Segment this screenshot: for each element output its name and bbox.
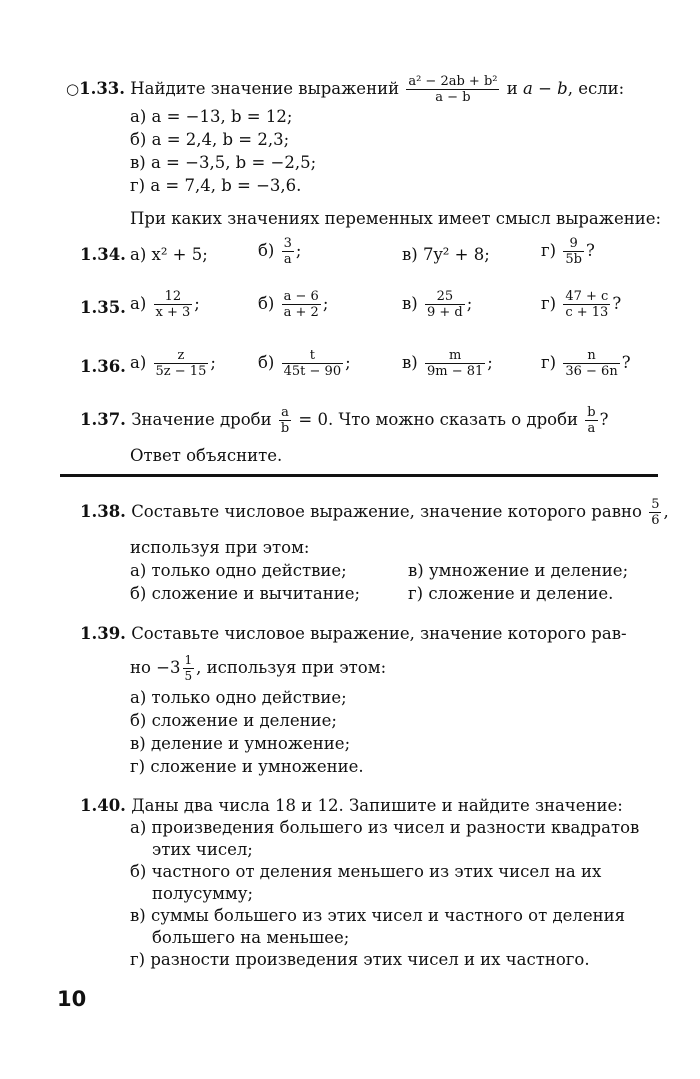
option-b: б) $\frac{a - 6}{a + 2}$ ; xyxy=(258,289,329,320)
problem-text: Найдите значение выражений xyxy=(130,79,400,98)
problem-number: 1.34. xyxy=(80,245,126,264)
option-d: г) $\frac{9}{5b}$ ? xyxy=(541,236,595,267)
fraction: $\frac{t}{45t - 90}$ xyxy=(283,348,342,379)
problem-1-33-header: ○1.33. Найдите значение выражений $\frac{\text{a² − 2ab + b²}}{a - b}$ и a − b, если: xyxy=(66,74,625,105)
list-item: б) частного от деления меньшего из этих чисел на их xyxy=(130,862,602,881)
option-a: а) x² + 5; xyxy=(130,245,208,264)
fraction: $\frac{n}{36 - 6n}$ xyxy=(565,348,618,379)
fraction: $\frac{3}{a}$ xyxy=(283,236,292,267)
fraction: $\frac{1}{5}$ xyxy=(184,653,193,683)
list-item: г) a = 7,4, b = −3,6. xyxy=(130,176,302,195)
list-item: б) a = 2,4, b = 2,3; xyxy=(130,130,290,149)
list-item: б) сложение и деление; xyxy=(130,711,337,730)
fraction: $\frac{9}{5b}$ xyxy=(565,236,582,267)
fraction: $\frac{\text{a² − 2ab + b²}}{a - b}$ xyxy=(408,74,498,105)
problem-number: 1.33. xyxy=(79,79,126,98)
option-b: б) $\frac{3}{a}$ ; xyxy=(258,236,302,267)
option-d: г) $\frac{47 + c}{c + 13}$ ? xyxy=(541,289,622,320)
list-item: а) a = −13, b = 12; xyxy=(130,107,293,126)
starred-marker: ○ xyxy=(66,80,80,98)
list-item: а) только одно действие; xyxy=(130,688,347,707)
list-item-cont: этих чисел; xyxy=(152,840,253,859)
fraction: $\frac{5}{6}$ xyxy=(651,497,660,528)
fraction: $\frac{47 + c}{c + 13}$ xyxy=(565,289,609,320)
option-c: в) $\frac{25}{9 + d}$ ; xyxy=(402,289,473,320)
fraction: $\frac{a - 6}{a + 2}$ xyxy=(283,289,319,320)
list-item: в) суммы большего из этих чисел и частного от деления xyxy=(130,906,626,925)
list-item: г) разности произведения этих чисел и их частного. xyxy=(130,950,590,969)
list-item-cont: большего на меньшее; xyxy=(152,928,350,947)
option-c: в) 7y² + 8; xyxy=(402,245,490,264)
list-item: г) сложение и умножение. xyxy=(130,757,364,776)
problem-number: 1.36. xyxy=(80,357,126,376)
list-item: в) a = −3,5, b = −2,5; xyxy=(130,153,317,172)
problem-1-40: 1.40. Даны два числа 18 и 12. Запишите и найдите значение: xyxy=(80,796,623,815)
list-item: б) сложение и вычитание; xyxy=(130,584,361,603)
list-item-cont: полусумму; xyxy=(152,884,254,903)
list-item: в) деление и умножение; xyxy=(130,734,351,753)
problem-1-37: 1.37. Значение дроби $\frac{a}{b}$ = 0. Что можно сказать о дроби $\frac{b}{a}$ ? xyxy=(80,405,609,436)
fraction: $\frac{a}{b}$ xyxy=(280,405,290,436)
list-item: а) произведения большего из чисел и разности квадратов xyxy=(130,818,640,837)
option-c: в) $\frac{m}{9m - 81}$ ; xyxy=(402,348,493,379)
problem-text: но −3 $\frac{1}{5}$ , используя при этом: xyxy=(130,653,387,683)
list-item: а) только одно действие; xyxy=(130,561,347,580)
option-b: б) $\frac{t}{45t - 90}$ ; xyxy=(258,348,351,379)
option-a: а) $\frac{12}{x + 3}$ ; xyxy=(130,289,200,320)
option-a: а) $\frac{z}{5z - 15}$ ; xyxy=(130,348,216,379)
fraction: $\frac{25}{9 + d}$ xyxy=(426,289,463,320)
option-d: г) $\frac{n}{36 - 6n}$ ? xyxy=(541,348,631,379)
section-divider xyxy=(60,474,658,477)
problem-number: 1.35. xyxy=(80,298,126,317)
page-number: 10 xyxy=(57,987,87,1011)
fraction: $\frac{m}{9m - 81}$ xyxy=(426,348,484,379)
problem-1-38: 1.38. Составьте числовое выражение, значение которого равно $\frac{5}{6}$ , xyxy=(80,497,669,528)
list-item: г) сложение и деление. xyxy=(408,584,614,603)
problem-text: используя при этом: xyxy=(130,538,310,557)
problem-1-39: 1.39. Составьте числовое выражение, значение которого рав- xyxy=(80,624,627,643)
fraction: $\frac{12}{x + 3}$ xyxy=(155,289,191,320)
fraction: $\frac{z}{5z - 15}$ xyxy=(155,348,207,379)
fraction: $\frac{b}{a}$ xyxy=(587,405,596,436)
problem-text: Ответ объясните. xyxy=(130,446,283,465)
section-intro: При каких значениях переменных имеет смысл выражение: xyxy=(130,209,662,228)
list-item: в) умножение и деление; xyxy=(408,561,629,580)
